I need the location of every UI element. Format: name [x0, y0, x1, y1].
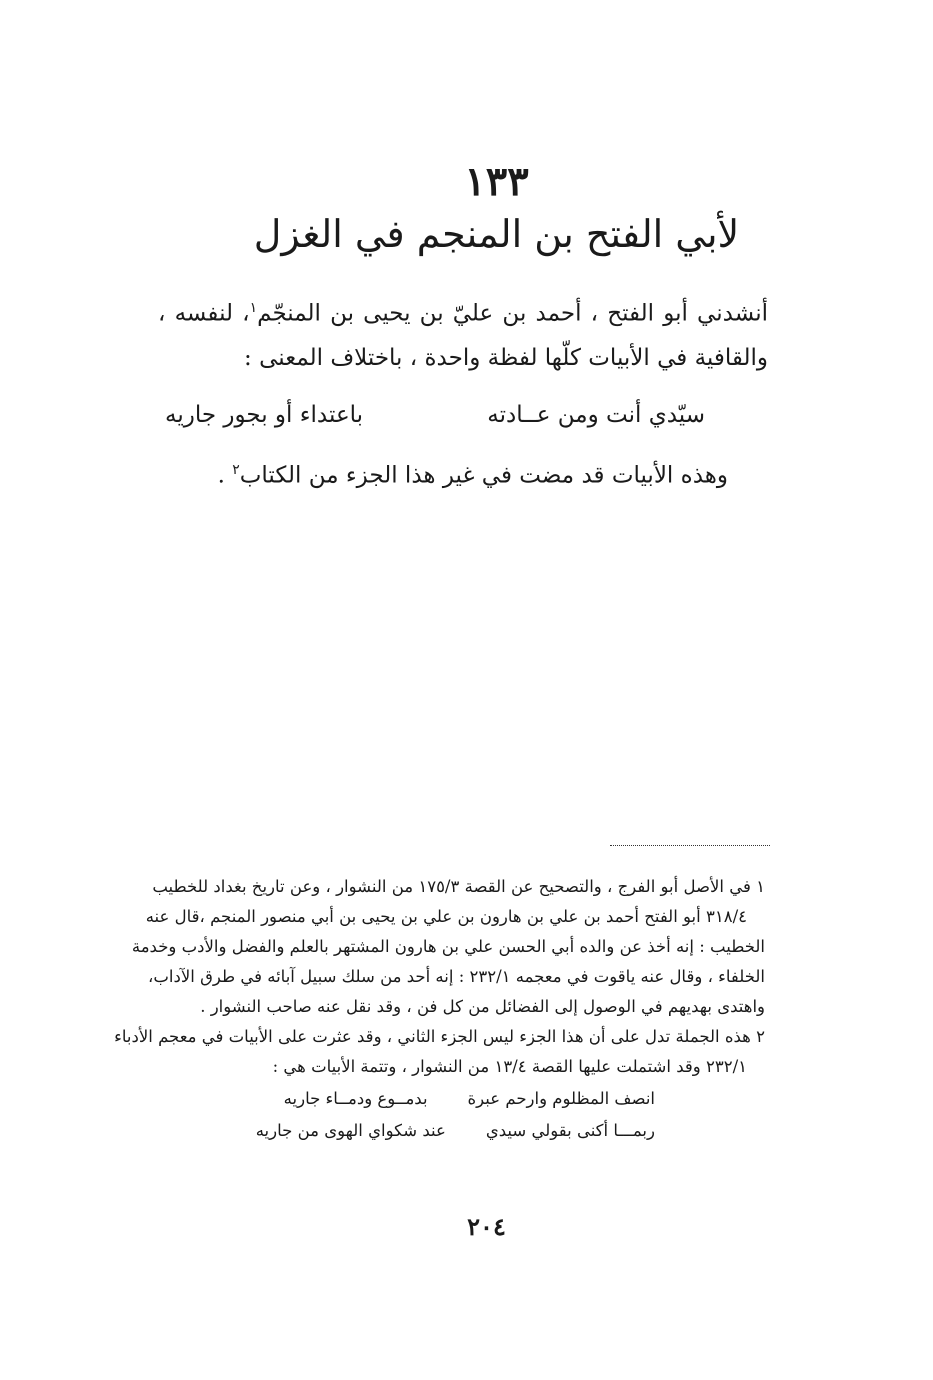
footnote-ref-2: ٢ — [232, 462, 240, 478]
intro-text-part2: ، لنفسه ، والقافية في الأبيات كلّها لفظة واحدة ، باختلاف المعنى : — [158, 300, 768, 371]
footnote-line: ٣١٨/٤ أبو الفتح أحمد بن علي بن هارون بن علي بن يحيى بن أبي منصور المنجم ،قال عنه — [145, 907, 747, 926]
verse-first-hemistich: سيّدي أنت ومن عــادته — [487, 402, 705, 428]
footnote-line: الخلفاء ، وقال عنه ياقوت في معجمه ٢٣٢/١ : إنه أحد من سلك سبيل آبائه في طرق الآداب، — [148, 967, 765, 986]
footnote-verse-first: انصف المظلوم وارحم عبرة — [467, 1089, 655, 1108]
footnote-line: ٢ هذه الجملة تدل على أن هذا الجزء ليس الجزء الثاني ، وقد عثرت على الأبيات في معجم الأدباء — [114, 1027, 765, 1046]
footnote-ref-1: ١ — [249, 300, 258, 316]
poem-verse — [165, 402, 705, 428]
footnote-line: واهتدى بهديهم في الوصول إلى الفضائل من كل فن ، وقد نقل عنه صاحب النشوار . — [200, 997, 765, 1016]
footnotes — [105, 872, 765, 1146]
footnote-line: ٢٣٢/١ وقد اشتملت عليها القصة ١٣/٤ من النشوار ، وتتمة الأبيات هي : — [272, 1057, 747, 1076]
verse-second-hemistich: باعتداء أو بجور جاريه — [165, 402, 364, 428]
footnote-verse-second: عند شكواي الهوى من جاريه — [255, 1121, 446, 1140]
intro-paragraph — [158, 286, 768, 380]
story-title: لأبي الفتح بن المنجم في الغزل — [253, 212, 740, 256]
footnote-verse — [105, 1116, 765, 1146]
story-number: ١٣٣ — [464, 158, 529, 205]
intro-text-part1: أنشدني أبو الفتح ، أحمد بن عليّ بن يحيى بن المنجّم — [257, 300, 768, 327]
footnote-divider — [610, 845, 770, 846]
closing-line — [218, 462, 728, 489]
closing-text: وهذه الأبيات قد مضت في غير هذا الجزء من الكتاب — [239, 462, 728, 489]
footnote-line: الخطيب : إنه أخذ عن والده أبي الحسن علي بن هارون المشتهر بالعلم والفضل والأدب وخدمة — [131, 937, 765, 956]
footnote-verse — [105, 1084, 765, 1114]
footnote-line: ١ في الأصل أبو الفرج ، والتصحيح عن القصة ١٧٥/٣ من النشوار ، وعن تاريخ بغداد للخطيب — [152, 877, 765, 896]
footnote-verse-first: ربمـــا أكنى بقولي سيدي — [485, 1121, 655, 1140]
closing-end: . — [217, 462, 233, 489]
footnote-verse-second: بدمــوع ودمــاء جاريه — [283, 1089, 428, 1108]
page-number: ٢٠٤ — [467, 1212, 506, 1241]
